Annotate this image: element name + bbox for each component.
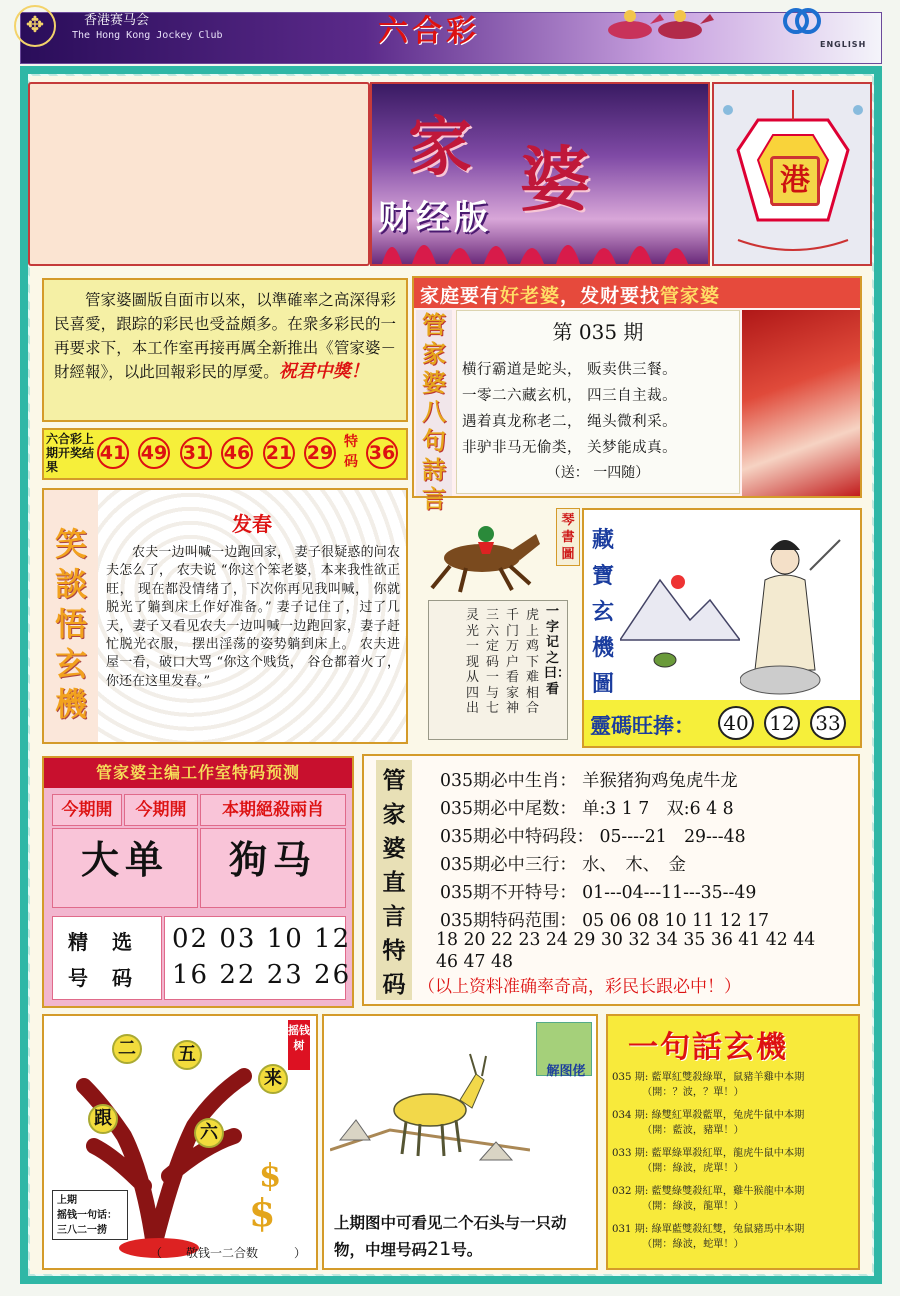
tree-bubble: 二 [112, 1034, 142, 1064]
lottery-title: 六合彩 [378, 14, 480, 49]
scroll-column: 一字记之曰：看 [544, 604, 571, 697]
scroll-column: 虎上鸡下难相合 [525, 608, 539, 716]
goat-caption-num: 21 [427, 1238, 452, 1260]
header-part: 好老婆 [500, 285, 561, 307]
header-part: ，发财要找 [560, 285, 661, 307]
selected-label-bottom: 号码 [68, 966, 156, 990]
lingma-ball: 33 [810, 706, 846, 740]
direct-line: 035期特码范围： 05 06 08 10 11 12 17 [440, 911, 770, 931]
decoder-label: 解图佬 [546, 1064, 586, 1079]
svg-text:$: $ [249, 1190, 276, 1235]
money-tree-tag: 摇钱树 [288, 1020, 310, 1070]
last-title: 上期 [57, 1195, 77, 1206]
item-result: （開：藍波，豬單！） [642, 1125, 744, 1136]
goat-caption-b: 号。 [451, 1241, 483, 1259]
scroll-column: 千门万户看家神 [505, 608, 519, 716]
direct-range-more: 18 20 22 23 24 29 30 32 34 35 36 41 42 44 [436, 930, 816, 950]
eight-line-vertical-title: 管家婆八句詩言 [416, 310, 452, 496]
item-line: 032 期: 藍雙綠雙殺紅單，雞牛猴龍中本期 [612, 1186, 805, 1197]
item-result: （開：綠波，虎單！） [642, 1163, 744, 1174]
item-result: （開：？波，？單！） [642, 1087, 744, 1098]
one-sentence-item [612, 1222, 860, 1252]
results-label: 六合彩上期开奖结果 [46, 432, 95, 474]
last-value: 三八二一捞 [57, 1225, 107, 1236]
club-name-en: The Hong Kong Jockey Club [72, 30, 223, 41]
result-ball: 29 [304, 437, 336, 469]
selected-row-1: 02 03 10 12 [172, 924, 352, 954]
goat-caption-a: 上期图中可看见二个石头与一只动物，中埋号码 [334, 1214, 567, 1259]
item-line: 034 期: 綠雙紅單殺藍單，兔虎牛鼠中本期 [612, 1110, 805, 1121]
banner-title-jia: 家 [408, 110, 472, 185]
header-part: 家庭要有 [420, 285, 501, 307]
intro-text [42, 278, 408, 422]
eight-line-header [414, 278, 860, 308]
bride-curtain-image [742, 310, 860, 496]
direct-line: 035期必中三行： 水、 木、 金 [440, 855, 686, 875]
joke-vertical-title: 笑談悟玄機 [44, 490, 98, 742]
prediction-col-2: 今期開 [124, 794, 198, 826]
result-ball: 46 [221, 437, 253, 469]
lingma-ball: 40 [718, 706, 754, 740]
direct-line: 035期不开特号： 01---04---11---35--49 [440, 883, 757, 903]
header-part: 管家婆 [660, 285, 721, 307]
intro-paragraph: 管家婆圖版自面市以來，以準確率之高深得彩民喜愛，跟踪的彩民也受益頗多。在衆多彩民的一再要求下，本工作室再接再厲全新推出《管家婆－財經報》，以此回報彩民的厚愛。 [54, 291, 396, 381]
item-line: 033 期: 藍單綠單殺紅單，龍虎牛鼠中本期 [612, 1148, 805, 1159]
poem-send: （送： 一四随） [546, 465, 650, 481]
lotus-flowers-icon [372, 226, 708, 264]
intro-wish: 祝君中獎！ [278, 361, 369, 382]
tree-bubble: 跟 [88, 1104, 118, 1134]
joke-text: 农夫一边叫喊一边跑回家， 妻子很疑惑的问农夫怎么了， 农夫说 “你这个笨老婆，本来我性欲正旺， 现在都没情绪了，下次你再见我叫喊， 你就脱光了躺到床上作好准备。” 妻子记住了，过了几天，妻子又看见农夫一边叫喊一边跑回家，妻子赶忙脱光衣服， 摆出淫荡的姿势躺到床上。 农夫进屋一看，破口大骂 “你这个贱货， 谷仓都着火了， 你还在这里发春。” [106, 545, 400, 689]
one-sentence-title: 一句話玄機 [628, 1030, 788, 1065]
one-sentence-item [612, 1070, 860, 1100]
english-link-icon[interactable] [782, 6, 822, 36]
mountain-sun-icon [620, 560, 740, 650]
result-ball: 41 [97, 437, 129, 469]
one-sentence-item [612, 1108, 860, 1138]
selected-row-2: 16 22 23 26 [172, 960, 352, 990]
english-link[interactable]: ENGLISH [820, 40, 867, 49]
item-result: （開：綠波，蛇單！） [642, 1239, 744, 1250]
racing-horses-icon [600, 6, 730, 46]
poem-line: 横行霸道是蛇头， 贩卖供三餐。 [462, 362, 678, 378]
tree-bubble: 六 [194, 1118, 224, 1148]
direct-line: 035期必中生肖： 羊猴猪狗鸡兔虎牛龙 [440, 771, 738, 791]
item-line: 035 期: 藍單紅雙殺綠單，鼠豬羊雞中本期 [612, 1072, 805, 1083]
big-single: 大单 [80, 838, 169, 882]
prediction-col-3: 本期絕殺兩肖 [200, 794, 346, 826]
last-period-box [52, 1190, 128, 1240]
scroll-column: 灵光一现从四出 [465, 608, 479, 716]
one-sentence-item [612, 1146, 860, 1176]
goat-caption [334, 1210, 590, 1263]
tree-bubble: 来 [258, 1064, 288, 1094]
qinshu-tag: 琴書圖 [556, 508, 580, 566]
svg-text:$: $ [259, 1156, 282, 1194]
result-ball: 31 [180, 437, 212, 469]
prediction-header: 管家婆主编工作室特码预测 [44, 758, 352, 788]
direct-line: 035期必中尾数： 单:3 1 7 双:6 4 8 [440, 799, 734, 819]
banner-title-po: 婆 [520, 138, 590, 221]
scroll-column: 三六定码一与七 [485, 608, 499, 716]
last-sub: 摇钱一句话： [57, 1210, 117, 1221]
big-dog-horse: 狗马 [228, 838, 317, 882]
poem-line: 一零二六藏玄机， 四三自主裁。 [462, 388, 678, 404]
prediction-col-1: 今期開 [52, 794, 122, 826]
selected-label-top: 精选 [68, 930, 156, 954]
banner-subtitle: 财经版 [378, 198, 492, 238]
tree-caption: （ 敬钱一二合数 ） [150, 1246, 307, 1260]
scholar-figure-icon [740, 530, 850, 700]
jockey-horse-icon [412, 508, 552, 598]
poem-line: 遇着真龙称老二， 绳头微利采。 [462, 414, 678, 430]
direct-footer: （以上资料准确率奇高，彩民长跟必中！） [418, 977, 741, 997]
jockey-club-logo-icon: ✥ [14, 5, 56, 47]
lingma-label: 靈碼旺捧： [590, 714, 695, 738]
treasure-vertical-title: 藏寶玄機圖 [591, 527, 614, 697]
item-result: （開：綠波，龍單！） [642, 1201, 744, 1212]
special-label: 特码 [344, 434, 358, 470]
lantern-character: 港 [770, 156, 820, 206]
prediction-big-left [52, 828, 198, 908]
prediction-big-right [200, 828, 346, 908]
result-ball: 21 [263, 437, 295, 469]
item-line: 031 期: 綠單藍雙殺紅雙，兔鼠豬馬中本期 [612, 1224, 805, 1235]
banner-blank-panel [28, 82, 370, 266]
direct-range-more: 46 47 48 [436, 952, 513, 972]
result-ball: 49 [138, 437, 170, 469]
turtle-icon [650, 648, 680, 668]
lingma-ball: 12 [764, 706, 800, 740]
tree-bubble: 五 [172, 1040, 202, 1070]
goat-picture-icon [330, 1030, 530, 1180]
direct-vertical-title: 管家婆直言特码 [376, 760, 412, 1000]
direct-line: 035期必中特码段： 05----21 29---48 [440, 827, 746, 847]
joke-title: 发春 [232, 512, 272, 536]
special-ball: 36 [366, 437, 398, 469]
club-name-cn: 香港赛马会 [84, 13, 150, 28]
poem-line: 非驴非马无偷类， 关梦能成真。 [462, 440, 678, 456]
one-sentence-item [612, 1184, 860, 1214]
issue-number: 第 035 期 [552, 320, 644, 344]
